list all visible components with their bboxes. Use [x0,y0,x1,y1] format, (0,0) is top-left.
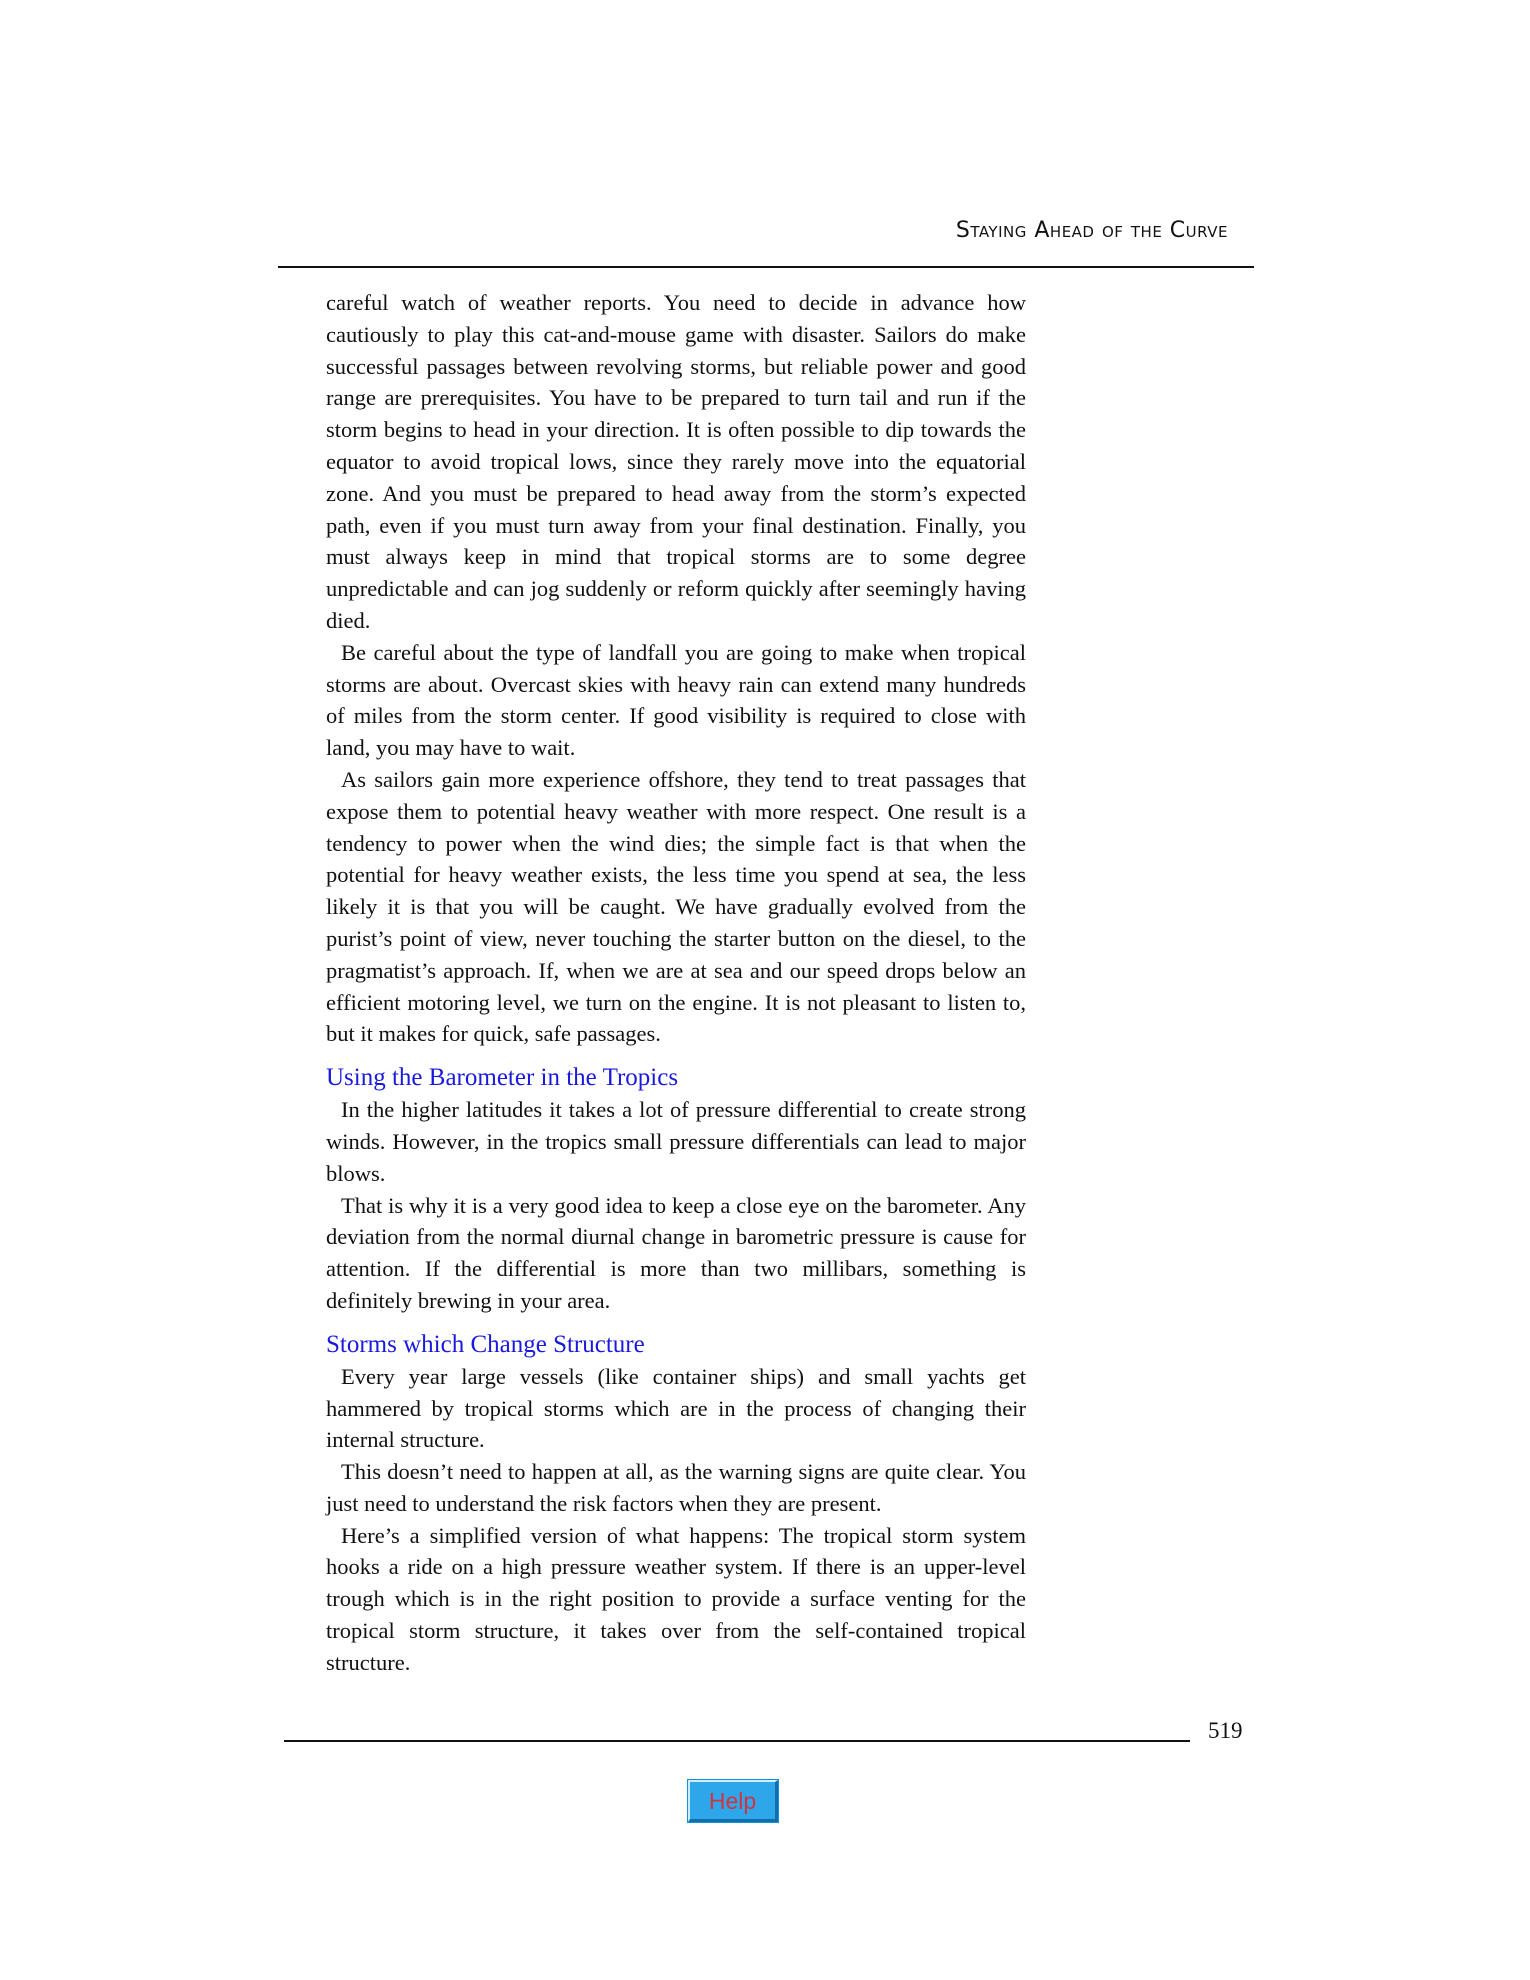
section-heading-storm-structure: Storms which Change Structure [326,1330,645,1358]
paragraph: Here’s a simplified version of what happens: The tropical storm system hooks a ride on a high pressure weather system. If there is an upper-level trough which is in the right position to provide a surface venting for the tropical storm structure, it takes over from the self-contained tropical structure. [326,1522,1026,1675]
paragraph: This doesn’t need to happen at all, as the warning signs are quite clear. You just need to understand the risk factors when they are present. [326,1459,1026,1516]
paragraph: Be careful about the type of landfall you are going to make when tropical storms are about. Overcast skies with heavy rain can extend many hundreds of miles from the storm center. If good visibility is required to close with land, you may have to wait. [326,639,1026,761]
paragraph-continued: careful watch of weather reports. You need to decide in advance how cautiously to play this cat-and-mouse game with disaster. Sailors do make successful passages between revolving storms, but reliable power and good range are prerequisites. You have to be prepared to turn tail and run if the storm begins to head in your direction. It is often possible to dip towards the equator to avoid tropical lows, since they rarely move into the equatorial zone. And you must be prepared to head away from the storm’s expected path, even if you must turn away from your final destination. Finally, you must always keep in mind that tropical storms are to some degree unpredictable and can jog suddenly or reform quickly after seemingly having died. [326,290,1026,633]
page-number: 519 [1208,1718,1243,1743]
body-text-column [326,287,1026,1679]
footer-rule [284,1740,1190,1742]
paragraph: As sailors gain more experience offshore, they tend to treat passages that expose them to potential heavy weather with more respect. One result is a tendency to power when the wind dies; the simple fact is that when the potential for heavy weather exists, the less time you spend at sea, the less likely it is that you will be caught. We have gradually evolved from the purist’s point of view, never touching the starter button on the diesel, to the pragmatist’s approach. If, when we are at sea and our speed drops below an efficient motoring level, we turn on the engine. It is not pleasant to listen to, but it makes for quick, safe passages. [326,766,1026,1047]
help-button[interactable]: Help [688,1780,778,1822]
paragraph: Every year large vessels (like container ships) and small yachts get hammered by tropical storms which are in the process of changing their internal structure. [326,1363,1026,1453]
header-rule [278,266,1254,268]
paragraph: That is why it is a very good idea to keep a close eye on the barometer. Any deviation from the normal diurnal change in barometric pressure is cause for attention. If the differential is more than two millibars, something is definitely brewing in your area. [326,1192,1026,1313]
running-head-title: Staying Ahead of the Curve [955,218,1228,243]
paragraph: In the higher latitudes it takes a lot of pressure differential to create strong winds. However, in the tropics small pressure differentials can lead to major blows. [326,1097,1026,1186]
section-heading-barometer: Using the Barometer in the Tropics [326,1064,679,1092]
